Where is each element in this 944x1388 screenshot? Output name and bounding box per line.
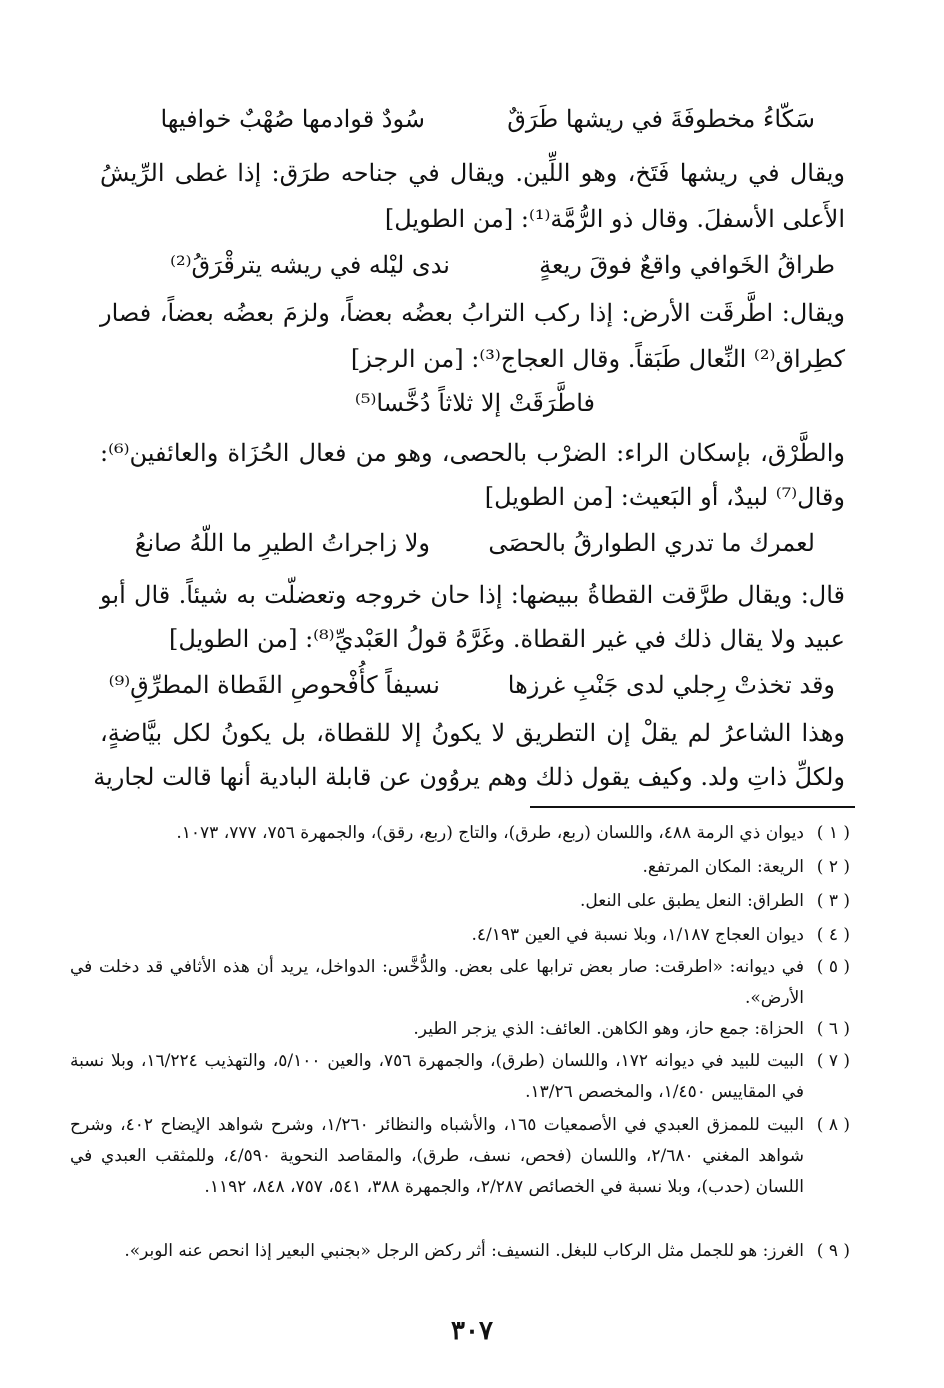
paragraph-5-line-1: وهذا الشاعرُ لم يقلْ إن التطريق لا يكونُ إلا للقطاة، بل يكونُ لكل بيَّاضةٍ، bbox=[100, 719, 845, 747]
footnote-7 bbox=[70, 1046, 850, 1108]
footnote-text: الغرز: هو للجمل مثل الركاب للبغل. النسيف: أثر ركض الرجل «بجنبي البعير إذا انحص عنه الوبر». bbox=[124, 1241, 804, 1261]
verse-2-hemistich-1: طراقُ الخَوافي واقعٌ فوقَ ريعةٍ bbox=[539, 251, 835, 279]
footnote-number: ( ٨ ) bbox=[816, 1115, 850, 1135]
paragraph-5-line-2: ولكلِّ ذاتِ ولد. وكيف يقول ذلك وهم يروُون عن قابلة البادية أنها قالت لجارية bbox=[93, 763, 845, 791]
verse-4 bbox=[100, 520, 845, 566]
footnote-2 bbox=[70, 852, 850, 883]
verse-1-hemistich-2: سُودٌ قوادمها صُهْبٌ خوافيها bbox=[160, 105, 425, 133]
footnote-text: الحزاة: جمع حاز، وهو الكاهن. العائف: الذي يزجر الطير. bbox=[413, 1019, 804, 1039]
verse-5 bbox=[100, 662, 845, 708]
footnote-number: ( ٣ ) bbox=[816, 891, 850, 911]
footnote-8 bbox=[70, 1110, 850, 1234]
verse-3 bbox=[100, 380, 845, 426]
page-number: ٣٠٧ bbox=[451, 1316, 493, 1346]
verse-2-hemistich-2: ندى ليْله في ريشه يترقْرَقُ⁽²⁾ bbox=[170, 251, 450, 279]
footnote-number: ( ٦ ) bbox=[816, 1019, 850, 1039]
paragraph-3-line-2: وقال⁽⁷⁾ لبيدٌ، أو البَعيث: [من الطويل] bbox=[484, 483, 845, 511]
footnote-text: الطراق: النعل يطبق على النعل. bbox=[579, 891, 804, 911]
paragraph-4-line-1: قال: ويقال طرَّقت القطاةُ ببيضها: إذا حان خروجه وتعضلّت به شيئاً. قال أبو bbox=[100, 581, 845, 609]
footnote-number: ( ٧ ) bbox=[816, 1051, 850, 1071]
paragraph-1-line-1: ويقال في ريشها فَتَخ، وهو اللِّين. ويقال في جناحه طرَق: إذا غطى الرِّيشُ bbox=[100, 159, 845, 187]
footnote-number: ( ٢ ) bbox=[816, 857, 850, 877]
footnote-6 bbox=[70, 1014, 850, 1045]
footnote-1 bbox=[70, 818, 850, 849]
footnote-text: ديوان العجاج ١/١٨٧، وبلا نسبة في العين ٤/١٩٣. bbox=[471, 925, 804, 945]
paragraph-2-line-2: كطِراق⁽²⁾ النِّعال طَبَقاً. وقال العجاج⁽³⁾: [من الرجز] bbox=[350, 345, 845, 373]
footnote-text: البيت للممزق العبدي في الأصمعيات ١٦٥، والأشباه والنظائر ١/٢٦٠، وشرح شواهد الإيضاح ٤٠٢، وشرح شواهد المغني ٢/٦٨٠، واللسان (فحص، نسف، طرق)، والمقاصد النحوية ٤/٥٩٠، وللمثقب العبدي في اللسان (حدب)، وبلا نسبة في الخصائص ٢/٢٨٧، والجمهرة ٣٨٨، ٥٤١، ٧٥٧، ٨٤٨، ١١٩٢. bbox=[70, 1115, 805, 1197]
paragraph-1-line-2: الأَعلى الأسفلَ. وقال ذو الرُّمَّة⁽¹⁾: [من الطويل] bbox=[384, 205, 845, 233]
verse-3-text: فاطَّرَقَتْ إلا ثلاثاً دُخَّسا⁽⁵⁾ bbox=[354, 389, 595, 417]
footnote-text: البيت للبيد في ديوانه ١٧٢، واللسان (طرق)، والجمهرة ٧٥٦، والعين ٥/١٠٠، والتهذيب ١٦/٢٢٤، وبلا نسبة في المقاييس ١/٤٥٠، والمخصص ١٣/٢٦. bbox=[70, 1051, 804, 1102]
footnote-number: ( ٥ ) bbox=[816, 957, 850, 977]
footnote-separator bbox=[530, 806, 855, 808]
footnote-9 bbox=[70, 1236, 850, 1298]
footnote-text: في ديوانه: «اطرقت: صار بعض ترابها على بعض. والدُّخَّس: الدواخل، يريد أن هذه الأثافي قد دخلت في الأرض». bbox=[70, 957, 804, 1008]
verse-5-hemistich-1: وقد تخذتْ رِجلي لدى جَنْبِ غرزها bbox=[507, 671, 835, 699]
paragraph-4-line-2: عبيد ولا يقال ذلك في غير القطاة. وغَرَّهُ قولُ العَبْديِّ⁽⁸⁾: [من الطويل] bbox=[169, 625, 845, 653]
verse-4-hemistich-2: ولا زاجراتُ الطيرِ ما اللّهُ صانعُ bbox=[134, 529, 430, 557]
footnote-number: ( ٩ ) bbox=[816, 1241, 850, 1261]
verse-1-hemistich-1: سَكّاءُ مخطوفَةَ في ريشها طَرَقٌ bbox=[507, 105, 815, 133]
footnote-number: ( ٤ ) bbox=[816, 925, 850, 945]
verse-2 bbox=[100, 242, 845, 288]
footnote-text: الريعة: المكان المرتفع. bbox=[642, 857, 804, 877]
verse-1 bbox=[100, 96, 845, 142]
footnote-text: ديوان ذي الرمة ٤٨٨، واللسان (ربع، طرق)، والتاج (ربع، رقق)، والجمهرة ٧٥٦، ٧٧٧، ١٠٧٣. bbox=[176, 823, 804, 843]
verse-4-hemistich-1: لعمرك ما تدري الطوارقُ بالحصَى bbox=[488, 529, 815, 557]
footnote-number: ( ١ ) bbox=[816, 823, 850, 843]
paragraph-2-line-1: ويقال: اطَّرقَت الأرض: إذا ركب الترابُ بعضُه بعضاً، ولزمَ بعضُه بعضاً، فصار bbox=[100, 299, 845, 327]
verse-5-hemistich-2: نسيفاً كأُفْحوصِ القَطاة المطرِّقِ⁽⁹⁾ bbox=[108, 671, 440, 699]
footnote-5 bbox=[70, 952, 850, 1014]
footnote-4 bbox=[70, 920, 850, 951]
footnote-3 bbox=[70, 886, 850, 917]
paragraph-3-line-1: والطَّرْق، بإسكان الراء: الضرْب بالحصى، وهو من فعال الحُزَاة والعائفين⁽⁶⁾: bbox=[100, 439, 845, 467]
